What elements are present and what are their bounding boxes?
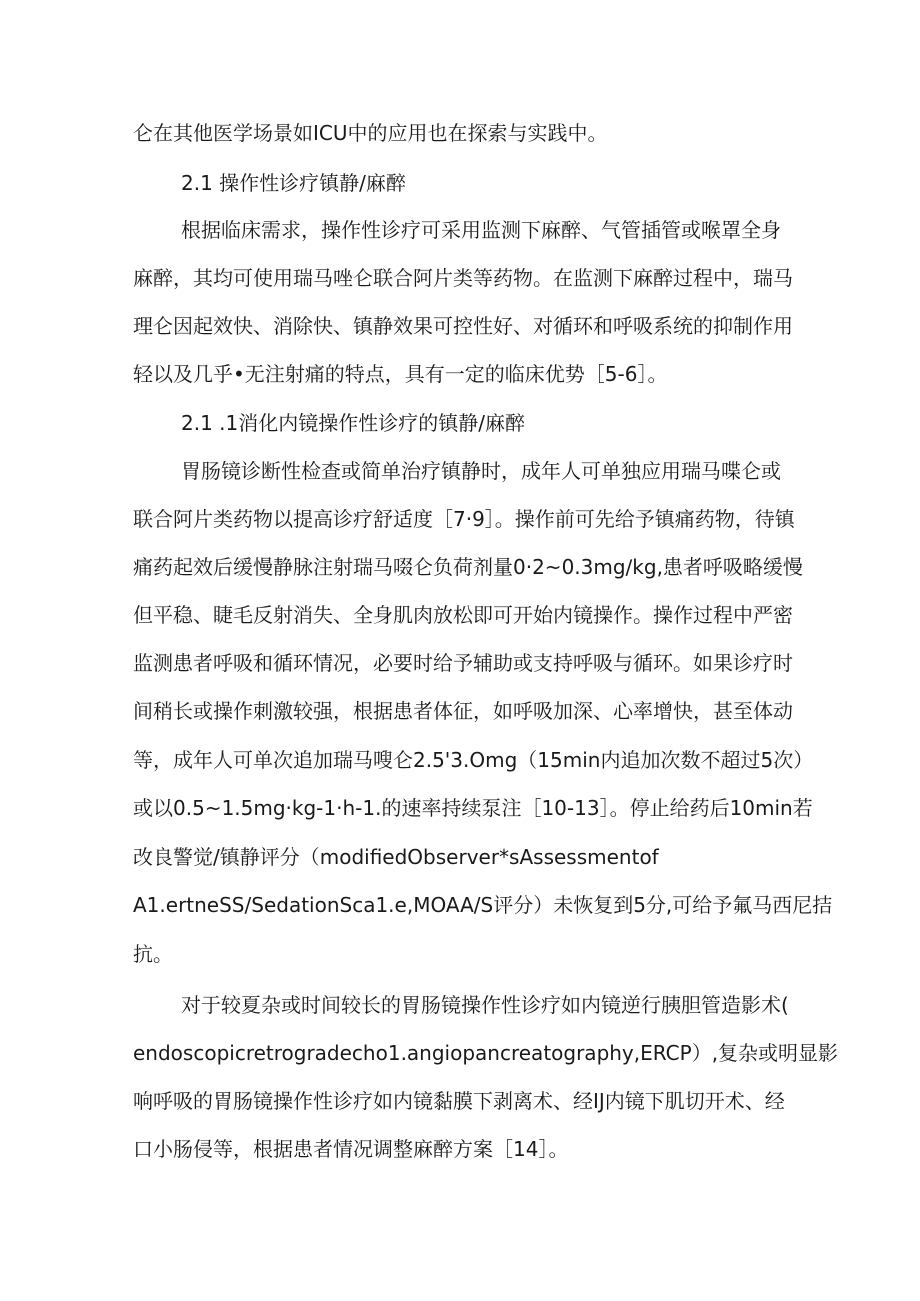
paragraph-line: 胃肠镜诊断性检查或简单治疗镇静时，成年人可单独应用瑞马喋仑或 — [181, 459, 781, 483]
paragraph-line: 根据临床需求，操作性诊疗可采用监测下麻醉、气管插管或喉罩全身 — [181, 218, 781, 242]
paragraph-line: 监测患者呼吸和循环情况，必要时给予辅助或支持呼吸与循环。如果诊疗时 — [133, 651, 793, 675]
paragraph-line: 抗。 — [133, 942, 173, 966]
subsection-heading: 2.1 .1消化内镜操作性诊疗的镇静/麻醉 — [181, 411, 525, 435]
paragraph-line: 理仑因起效快、消除快、镇静效果可控性好、对循环和呼吸系统的抑制作用 — [133, 314, 793, 338]
paragraph-line: 改良警觉/镇静评分（modifiedObserver*sAssessmentof — [133, 845, 659, 869]
paragraph-line: 间稍长或操作刺激较强，根据患者体征，如呼吸加深、心率增快，甚至体动 — [133, 699, 793, 723]
paragraph-line: 轻以及几乎•无注射痛的特点，具有一定的临床优势［5-6］。 — [133, 362, 668, 386]
paragraph-line: 或以0.5~1.5mg·kg-1·h-1.的速率持续泵注［10-13］。停止给药后10min若 — [133, 796, 813, 820]
paragraph-line: A1.ertneSS/SedationSca1.e,MOAA/S评分）未恢复到5分,可给予氟马西尼拮 — [133, 893, 833, 917]
paragraph-line: 口小肠侵等，根据患者情况调整麻醉方案［14］。 — [133, 1137, 569, 1161]
section-heading: 2.1 操作性诊疗镇静/麻醉 — [181, 171, 406, 195]
paragraph-line: endoscopicretrogradecho1.angiopancreatography,ERCP）,复杂或明显影 — [133, 1041, 839, 1065]
paragraph-line: 但平稳、睫毛反射消失、全身肌肉放松即可开始内镜操作。操作过程中严密 — [133, 603, 793, 627]
paragraph-line: 麻醉，其均可使用瑞马唑仑联合阿片类等药物。在监测下麻醉过程中，瑞马 — [133, 266, 793, 290]
paragraph-line: 联合阿片类药物以提高诊疗舒适度［7·9］。操作前可先给予镇痛药物，待镇 — [133, 507, 795, 531]
paragraph-line: 痛药起效后缓慢静脉注射瑞马啜仑负荷剂量0·2~0.3mg∕kg,患者呼吸略缓慢 — [133, 555, 803, 579]
paragraph-line: 仑在其他医学场景如ICU中的应用也在探索与实践中。 — [133, 121, 608, 145]
paragraph-line: 对于较夏杂或时间较长的胃肠镜操作性诊疗如内镜逆行胰胆管造影术( — [181, 993, 789, 1017]
paragraph-line: 等，成年人可单次追加瑞马嗖仑2.5'3.Omg（15min内追加次数不超过5次） — [133, 748, 814, 772]
paragraph-line: 响呼吸的胃肠镜操作性诊疗如内镜黏膜下剥离术、经IJ内镜下肌切开术、经 — [133, 1089, 785, 1113]
